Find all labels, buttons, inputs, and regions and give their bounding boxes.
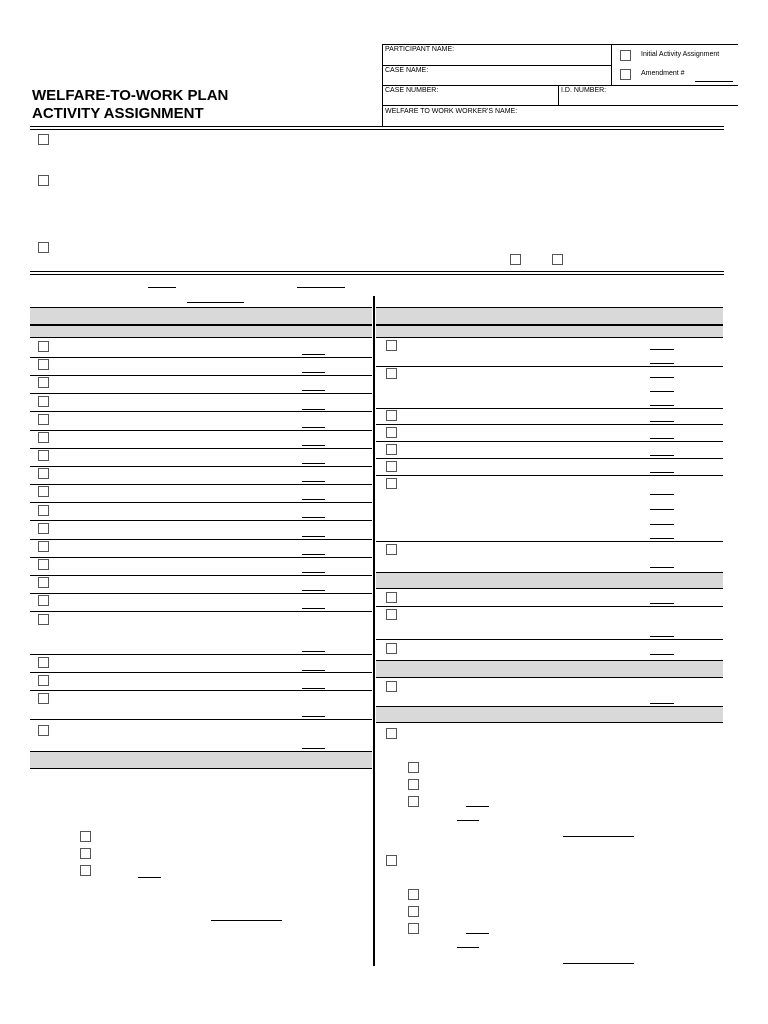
amendment-checkbox[interactable] bbox=[620, 69, 631, 80]
activity-checkbox[interactable] bbox=[38, 675, 49, 686]
activity-checkbox[interactable] bbox=[38, 505, 49, 516]
hours-field[interactable] bbox=[302, 716, 325, 717]
amendment-number-field[interactable] bbox=[695, 81, 733, 82]
activity-checkbox[interactable] bbox=[386, 855, 397, 866]
initial-assignment-checkbox[interactable] bbox=[620, 50, 631, 61]
hours-field[interactable] bbox=[302, 354, 325, 355]
activity-checkbox[interactable] bbox=[386, 544, 397, 555]
activity-checkbox[interactable] bbox=[38, 486, 49, 497]
hours-field[interactable] bbox=[650, 438, 674, 439]
activity-checkbox[interactable] bbox=[38, 450, 49, 461]
activity-checkbox[interactable] bbox=[386, 681, 397, 692]
hours-field[interactable] bbox=[302, 651, 325, 652]
activity-checkbox[interactable] bbox=[386, 728, 397, 739]
activity-checkbox[interactable] bbox=[386, 444, 397, 455]
activity-checkbox[interactable] bbox=[38, 595, 49, 606]
hours-field[interactable] bbox=[650, 509, 674, 510]
option-checkbox[interactable] bbox=[80, 865, 91, 876]
hours-field[interactable] bbox=[650, 363, 674, 364]
hours-field[interactable] bbox=[302, 748, 325, 749]
activity-checkbox[interactable] bbox=[38, 523, 49, 534]
activity-checkbox[interactable] bbox=[38, 377, 49, 388]
activity-checkbox[interactable] bbox=[386, 478, 397, 489]
hours-field[interactable] bbox=[650, 703, 674, 704]
hours-field[interactable] bbox=[302, 670, 325, 671]
activity-checkbox[interactable] bbox=[38, 559, 49, 570]
hours-field[interactable] bbox=[650, 524, 674, 525]
section-header bbox=[30, 307, 372, 325]
blank-field[interactable] bbox=[297, 287, 345, 288]
hours-field[interactable] bbox=[302, 427, 325, 428]
activity-checkbox[interactable] bbox=[38, 432, 49, 443]
option-checkbox[interactable] bbox=[408, 762, 419, 773]
option-checkbox[interactable] bbox=[408, 923, 419, 934]
worker-name-label: WELFARE TO WORK WORKER'S NAME: bbox=[385, 108, 518, 115]
signature-field[interactable] bbox=[563, 836, 634, 837]
hours-field[interactable] bbox=[650, 377, 674, 378]
option-checkbox[interactable] bbox=[38, 134, 49, 145]
hours-field[interactable] bbox=[302, 463, 325, 464]
participant-name-label: PARTICIPANT NAME: bbox=[385, 46, 455, 53]
activity-checkbox[interactable] bbox=[386, 427, 397, 438]
activity-checkbox[interactable] bbox=[38, 468, 49, 479]
hours-field[interactable] bbox=[650, 455, 674, 456]
amendment-label: Amendment # bbox=[641, 70, 685, 77]
hours-field[interactable] bbox=[650, 538, 674, 539]
form-title-line2: ACTIVITY ASSIGNMENT bbox=[32, 105, 204, 122]
activity-checkbox[interactable] bbox=[38, 414, 49, 425]
activity-checkbox[interactable] bbox=[386, 340, 397, 351]
blank-field[interactable] bbox=[457, 947, 479, 948]
case-name-label: CASE NAME: bbox=[385, 67, 429, 74]
option-checkbox[interactable] bbox=[408, 906, 419, 917]
option-checkbox[interactable] bbox=[552, 254, 563, 265]
section-header bbox=[376, 572, 723, 589]
hours-field[interactable] bbox=[302, 572, 325, 573]
activity-checkbox[interactable] bbox=[386, 410, 397, 421]
hours-field[interactable] bbox=[302, 517, 325, 518]
activity-checkbox[interactable] bbox=[38, 541, 49, 552]
blank-field[interactable] bbox=[138, 877, 161, 878]
hours-field[interactable] bbox=[650, 421, 674, 422]
activity-checkbox[interactable] bbox=[38, 693, 49, 704]
hours-field[interactable] bbox=[302, 608, 325, 609]
signature-field[interactable] bbox=[563, 963, 634, 964]
hours-field[interactable] bbox=[650, 603, 674, 604]
case-number-label: CASE NUMBER: bbox=[385, 87, 439, 94]
hours-field[interactable] bbox=[302, 536, 325, 537]
blank-field[interactable] bbox=[187, 302, 244, 303]
initial-assignment-label: Initial Activity Assignment bbox=[641, 51, 720, 58]
hours-field[interactable] bbox=[302, 445, 325, 446]
option-checkbox[interactable] bbox=[408, 889, 419, 900]
section-subheader bbox=[376, 325, 723, 338]
hours-field[interactable] bbox=[650, 636, 674, 637]
id-number-label: I.D. NUMBER: bbox=[561, 87, 607, 94]
section-header bbox=[30, 751, 372, 769]
activity-checkbox[interactable] bbox=[386, 592, 397, 603]
activity-checkbox[interactable] bbox=[386, 643, 397, 654]
hours-field[interactable] bbox=[302, 688, 325, 689]
column-divider bbox=[373, 296, 375, 966]
option-checkbox[interactable] bbox=[38, 242, 49, 253]
hours-field[interactable] bbox=[302, 481, 325, 482]
hours-field[interactable] bbox=[650, 654, 674, 655]
option-checkbox[interactable] bbox=[408, 796, 419, 807]
hours-field[interactable] bbox=[302, 390, 325, 391]
activity-checkbox[interactable] bbox=[38, 614, 49, 625]
section-header bbox=[376, 660, 723, 678]
option-checkbox[interactable] bbox=[510, 254, 521, 265]
hours-field[interactable] bbox=[650, 391, 674, 392]
hours-field[interactable] bbox=[650, 494, 674, 495]
activity-checkbox[interactable] bbox=[38, 396, 49, 407]
hours-field[interactable] bbox=[302, 409, 325, 410]
activity-checkbox[interactable] bbox=[38, 657, 49, 668]
blank-field[interactable] bbox=[466, 933, 489, 934]
option-checkbox[interactable] bbox=[408, 779, 419, 790]
option-checkbox[interactable] bbox=[80, 831, 91, 842]
hours-field[interactable] bbox=[650, 349, 674, 350]
activity-checkbox[interactable] bbox=[38, 341, 49, 352]
blank-field[interactable] bbox=[457, 820, 479, 821]
hours-field[interactable] bbox=[302, 372, 325, 373]
activity-checkbox[interactable] bbox=[386, 461, 397, 472]
option-checkbox[interactable] bbox=[80, 848, 91, 859]
signature-field[interactable] bbox=[211, 920, 282, 921]
option-checkbox[interactable] bbox=[38, 175, 49, 186]
blank-field[interactable] bbox=[148, 287, 176, 288]
blank-field[interactable] bbox=[466, 806, 489, 807]
hours-field[interactable] bbox=[650, 472, 674, 473]
activity-checkbox[interactable] bbox=[386, 368, 397, 379]
activity-checkbox[interactable] bbox=[38, 577, 49, 588]
hours-field[interactable] bbox=[302, 554, 325, 555]
activity-checkbox[interactable] bbox=[38, 725, 49, 736]
form-title-line1: WELFARE-TO-WORK PLAN bbox=[32, 87, 229, 104]
activity-checkbox[interactable] bbox=[38, 359, 49, 370]
activity-checkbox[interactable] bbox=[386, 609, 397, 620]
section-header bbox=[376, 706, 723, 723]
hours-field[interactable] bbox=[650, 405, 674, 406]
section-subheader bbox=[30, 325, 372, 338]
hours-field[interactable] bbox=[302, 590, 325, 591]
section-header bbox=[376, 307, 723, 325]
hours-field[interactable] bbox=[650, 567, 674, 568]
hours-field[interactable] bbox=[302, 499, 325, 500]
